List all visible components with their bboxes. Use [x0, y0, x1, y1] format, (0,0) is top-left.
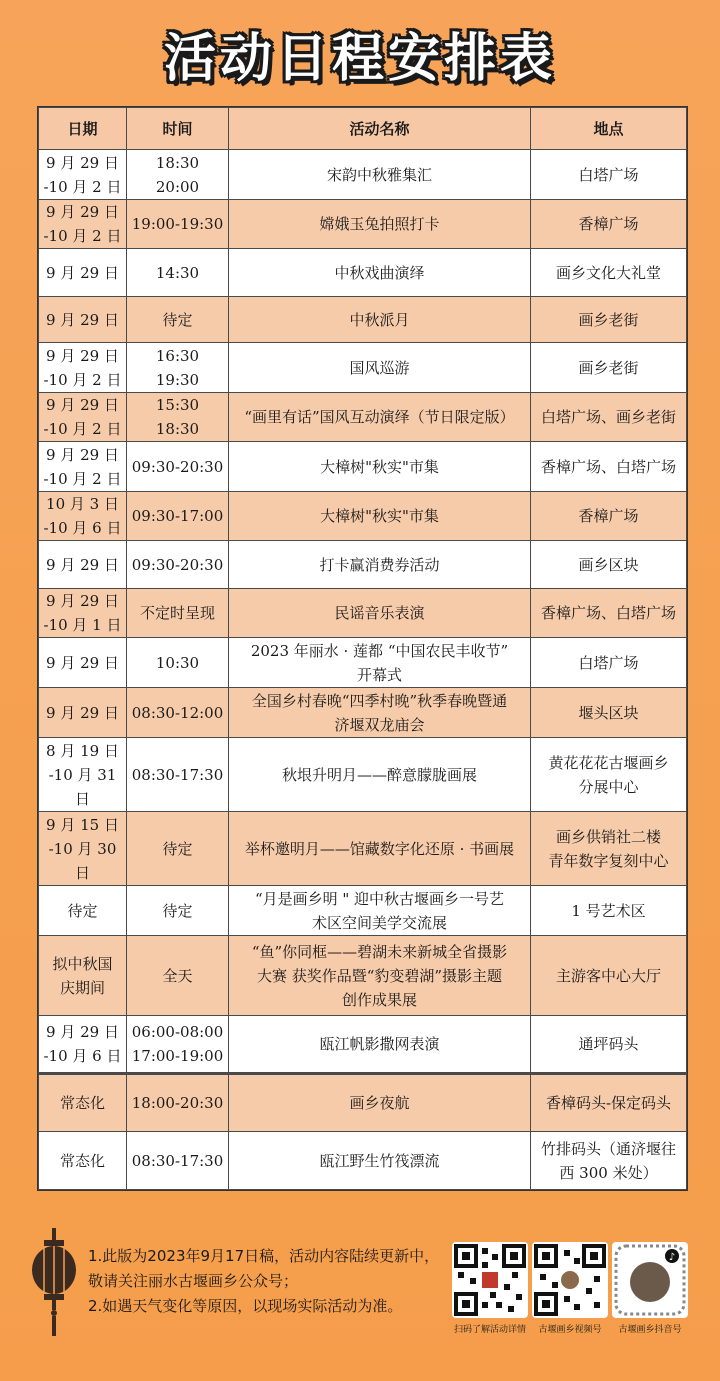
location-cell: 香樟广场	[531, 492, 687, 541]
location-cell: 画乡区块	[531, 541, 687, 589]
table-row	[39, 886, 687, 936]
activity-name-cell: “鱼”你同框——碧湖未来新城全省摄影 大赛 获奖作品暨“豹变碧湖”摄影主题 创作成果展	[229, 936, 531, 1016]
svg-text:♪: ♪	[668, 1252, 676, 1263]
activity-name-cell: 举杯邀明月——馆藏数字化还原 · 书画展	[229, 812, 531, 886]
table-row	[39, 1016, 687, 1074]
table-row	[39, 738, 687, 812]
qr-code-douyin[interactable]	[612, 1242, 688, 1318]
qr-code-activity[interactable]	[452, 1242, 528, 1318]
date-cell: 9 月 29 日	[39, 541, 127, 589]
header-location: 地点	[531, 108, 687, 150]
date-cell: 9 月 29 日 -10 月 2 日	[39, 150, 127, 200]
table-row	[39, 343, 687, 393]
table-row	[39, 1132, 687, 1190]
date-cell: 9 月 29 日 -10 月 2 日	[39, 200, 127, 249]
date-cell: 拟中秋国 庆期间	[39, 936, 127, 1016]
location-cell: 通坪码头	[531, 1016, 687, 1074]
qr-label-douyin: 古堰画乡抖音号	[618, 1325, 682, 1335]
activity-name-cell: 大樟树"秋实"市集	[229, 492, 531, 541]
qr-icon	[532, 1242, 608, 1318]
location-cell: 堰头区块	[531, 688, 687, 738]
location-cell: 主游客中心大厅	[531, 936, 687, 1016]
activity-name-cell: 2023 年丽水 · 莲都 “中国农民丰收节” 开幕式	[229, 638, 531, 688]
date-cell: 9 月 29 日	[39, 297, 127, 343]
location-cell: 1 号艺术区	[531, 886, 687, 936]
location-cell: 香樟广场、白塔广场	[531, 442, 687, 492]
qr-label-activity: 扫码了解活动详情	[453, 1325, 526, 1335]
douyin-qr-icon	[612, 1242, 688, 1318]
activity-name-cell: 宋韵中秋雅集汇	[229, 150, 531, 200]
note-line-2: 2.如遇天气变化等原因，以现场实际活动为准。	[88, 1297, 403, 1315]
table-row	[39, 249, 687, 297]
location-cell: 白塔广场	[531, 150, 687, 200]
table-row	[39, 297, 687, 343]
activity-name-cell: 大樟树"秋实"市集	[229, 442, 531, 492]
activity-name-cell: 画乡夜航	[229, 1074, 531, 1132]
time-cell: 09:30-17:00	[127, 492, 229, 541]
table-row	[39, 638, 687, 688]
table-row	[39, 492, 687, 541]
date-cell: 9 月 29 日	[39, 638, 127, 688]
time-cell: 08:30-17:30	[127, 1132, 229, 1190]
header-activity-name: 活动名称	[229, 108, 531, 150]
time-cell: 09:30-20:30	[127, 541, 229, 589]
date-cell: 9 月 29 日 -10 月 6 日	[39, 1016, 127, 1074]
activity-name-cell: 瓯江野生竹筏漂流	[229, 1132, 531, 1190]
activity-name-cell: 全国乡村春晚“四季村晚”秋季春晚暨通 济堰双龙庙会	[229, 688, 531, 738]
date-cell: 8 月 19 日 -10 月 31 日	[39, 738, 127, 812]
time-cell: 18:00-20:30	[127, 1074, 229, 1132]
header-time: 时间	[127, 108, 229, 150]
time-cell: 待定	[127, 812, 229, 886]
activity-name-cell: 瓯江帆影撒网表演	[229, 1016, 531, 1074]
date-cell: 9 月 15 日 -10 月 30 日	[39, 812, 127, 886]
activity-name-cell: 中秋戏曲演绎	[229, 249, 531, 297]
table-row	[39, 541, 687, 589]
time-cell: 15:30 18:30	[127, 393, 229, 442]
location-cell: 香樟码头-保定码头	[531, 1074, 687, 1132]
table-row	[39, 1074, 687, 1132]
location-cell: 香樟广场、白塔广场	[531, 589, 687, 638]
qr-icon	[452, 1242, 528, 1318]
activity-name-cell: “画里有话”国风互动演绎（节日限定版）	[229, 393, 531, 442]
date-cell: 9 月 29 日 -10 月 2 日	[39, 393, 127, 442]
location-cell: 白塔广场	[531, 638, 687, 688]
time-cell: 全天	[127, 936, 229, 1016]
table-row	[39, 393, 687, 442]
table-row	[39, 936, 687, 1016]
table-row	[39, 589, 687, 638]
lantern-icon	[28, 1228, 80, 1338]
activity-name-cell: “月是画乡明 " 迎中秋古堰画乡一号艺 术区空间美学交流展	[229, 886, 531, 936]
page-title: 活动日程安排表	[163, 28, 556, 89]
note-line-1: 1.此版为2023年9月17日稿，活动内容陆续更新中，敬请关注丽水古堰画乡公众号；	[88, 1247, 440, 1290]
date-cell: 9 月 29 日	[39, 688, 127, 738]
qr-code-video[interactable]	[532, 1242, 608, 1318]
date-cell: 常态化	[39, 1074, 127, 1132]
time-cell: 10:30	[127, 638, 229, 688]
activity-name-cell: 民谣音乐表演	[229, 589, 531, 638]
table-row	[39, 442, 687, 492]
activity-name-cell: 打卡赢消费券活动	[229, 541, 531, 589]
time-cell: 待定	[127, 886, 229, 936]
location-cell: 黄花花花古堰画乡 分展中心	[531, 738, 687, 812]
footer	[0, 1228, 720, 1381]
location-cell: 香樟广场	[531, 200, 687, 249]
time-cell: 不定时呈现	[127, 589, 229, 638]
date-cell: 待定	[39, 886, 127, 936]
table-row	[39, 200, 687, 249]
time-cell: 18:30 20:00	[127, 150, 229, 200]
location-cell: 白塔广场、画乡老街	[531, 393, 687, 442]
location-cell: 画乡文化大礼堂	[531, 249, 687, 297]
date-cell: 9 月 29 日 -10 月 2 日	[39, 343, 127, 393]
date-cell: 9 月 29 日 -10 月 1 日	[39, 589, 127, 638]
date-cell: 9 月 29 日	[39, 249, 127, 297]
table-row	[39, 150, 687, 200]
location-cell: 画乡老街	[531, 297, 687, 343]
time-cell: 16:30 19:30	[127, 343, 229, 393]
time-cell: 08:30-17:30	[127, 738, 229, 812]
location-cell: 画乡供销社二楼 青年数字复刻中心	[531, 812, 687, 886]
activity-name-cell: 中秋派月	[229, 297, 531, 343]
header-date: 日期	[39, 108, 127, 150]
location-cell: 画乡老街	[531, 343, 687, 393]
notes	[88, 1244, 448, 1319]
time-cell: 14:30	[127, 249, 229, 297]
date-cell: 9 月 29 日 -10 月 2 日	[39, 442, 127, 492]
time-cell: 19:00-19:30	[127, 200, 229, 249]
date-cell: 10 月 3 日 -10 月 6 日	[39, 492, 127, 541]
schedule-table	[38, 107, 687, 1190]
qr-label-video: 古堰画乡视频号	[538, 1325, 602, 1335]
activity-name-cell: 国风巡游	[229, 343, 531, 393]
time-cell: 06:00-08:00 17:00-19:00	[127, 1016, 229, 1074]
time-cell: 待定	[127, 297, 229, 343]
table-row	[39, 812, 687, 886]
activity-name-cell: 秋垠升明月——醉意朦胧画展	[229, 738, 531, 812]
time-cell: 09:30-20:30	[127, 442, 229, 492]
activity-name-cell: 嫦娥玉兔拍照打卡	[229, 200, 531, 249]
date-cell: 常态化	[39, 1132, 127, 1190]
table-row	[39, 688, 687, 738]
time-cell: 08:30-12:00	[127, 688, 229, 738]
location-cell: 竹排码头（通济堰往 西 300 米处）	[531, 1132, 687, 1190]
